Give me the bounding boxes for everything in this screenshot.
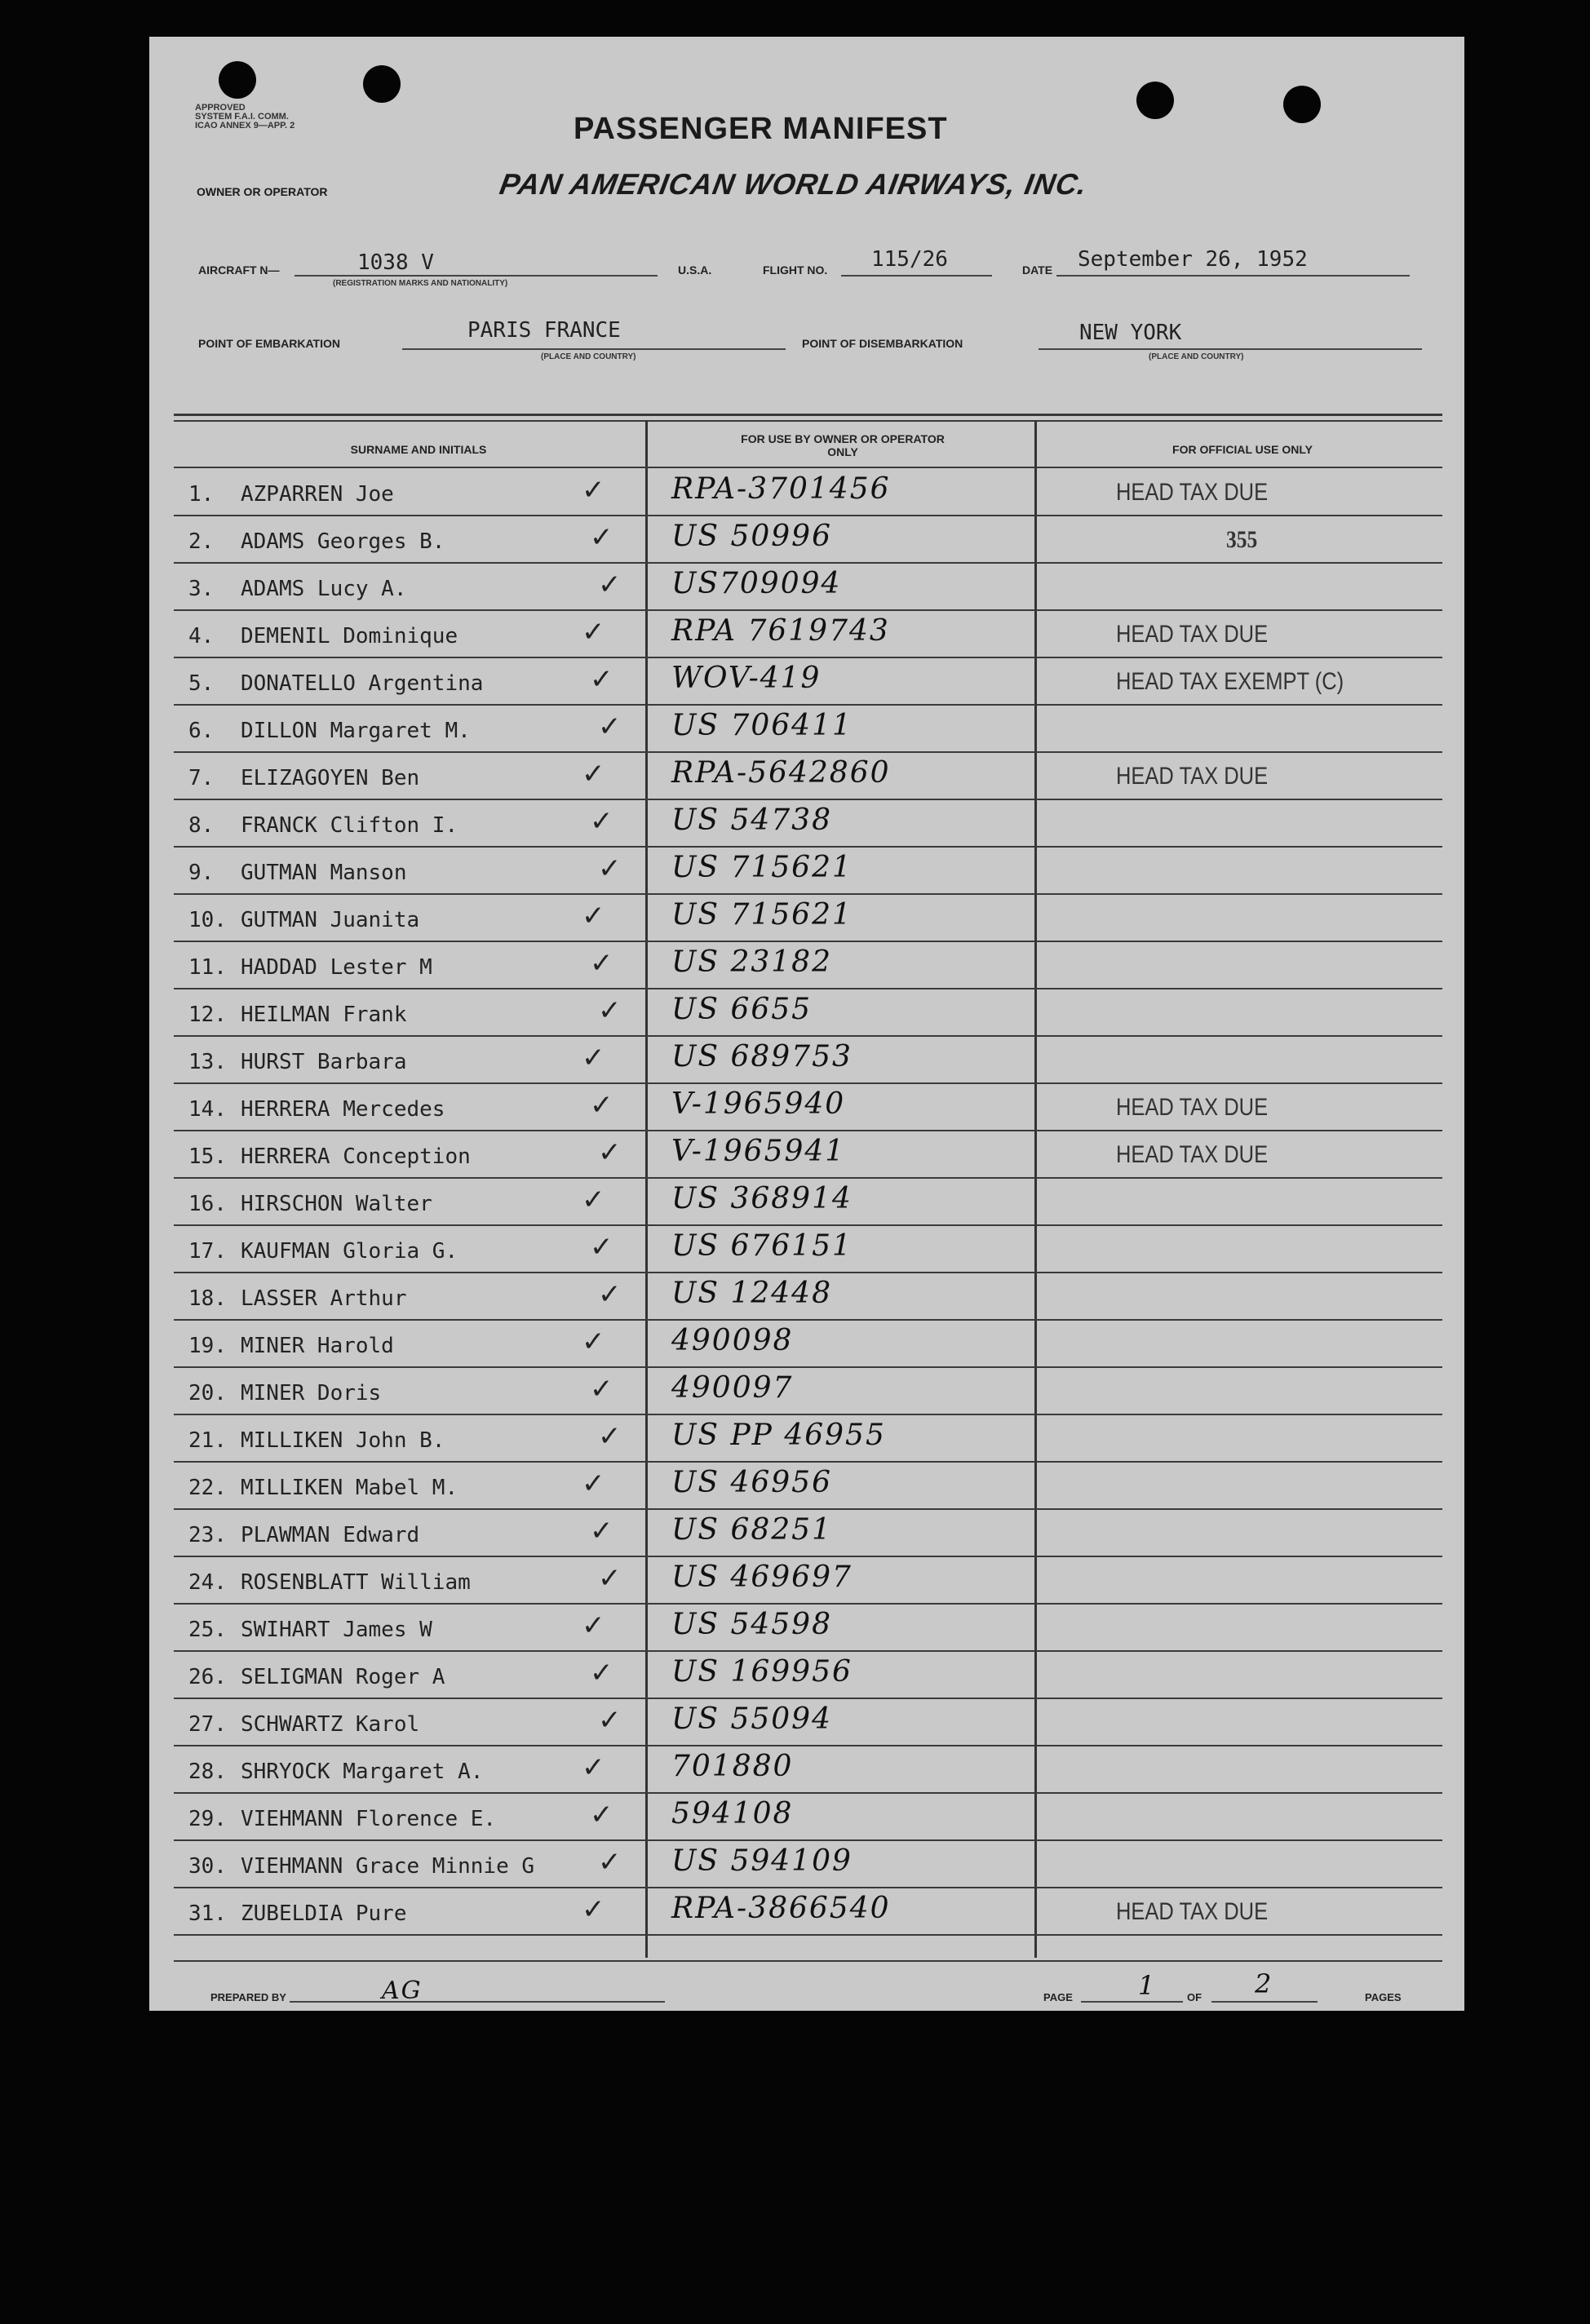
flight-value: 115/26 [871,247,948,272]
passenger-name: SCHWARTZ Karol [241,1712,420,1737]
passport-number: US 68251 [671,1513,832,1547]
checkmark-icon: ✓ [598,1420,622,1453]
passenger-number: 9. [188,861,215,885]
passport-number: US 368914 [671,1182,853,1215]
page-line [1081,2001,1183,2003]
row-rule [174,1603,1442,1605]
passenger-number: 1. [188,482,215,507]
passport-number: US 594109 [671,1844,853,1878]
checkmark-icon: ✓ [582,1326,605,1358]
row-rule [174,988,1442,989]
page-number: 1 [1138,1970,1157,2001]
row-rule [174,1650,1442,1652]
checkmark-icon: ✓ [582,900,605,932]
row-rule [174,1272,1442,1273]
passport-number: RPA-5642860 [671,756,891,790]
passport-number: US 23182 [671,945,832,979]
page-total: 2 [1255,1968,1273,1999]
checkmark-icon: ✓ [582,758,605,790]
passenger-name: PLAWMAN Edward [241,1523,420,1547]
passenger-number: 13. [188,1050,227,1074]
flight-line [841,275,992,277]
passenger-name: HIRSCHON Walter [241,1192,432,1216]
passport-number: US 715621 [671,851,853,884]
table-bottom-rule [174,1960,1442,1962]
usa-label: U.S.A. [678,263,712,277]
passenger-name: DILLON Margaret M. [241,719,471,743]
aircraft-value: 1038 V [357,250,434,275]
checkmark-icon: ✓ [590,947,613,980]
checkmark-icon: ✓ [582,1184,605,1216]
checkmark-icon: ✓ [598,569,622,601]
checkmark-icon: ✓ [582,1893,605,1926]
passport-number: US 706411 [671,709,853,742]
owner-value: PAN AMERICAN WORLD AIRWAYS, INC. [497,167,1091,201]
flight-label: FLIGHT NO. [763,263,828,277]
passenger-number: 16. [188,1192,227,1216]
row-rule [174,1698,1442,1699]
passenger-name: LASSER Arthur [241,1286,407,1311]
passenger-name: SHRYOCK Margaret A. [241,1760,484,1784]
embark-sub: (PLACE AND COUNTRY) [541,352,636,361]
passport-number: RPA 7619743 [671,614,890,648]
passport-number: US 50996 [671,520,832,553]
prepared-line [290,2001,665,2003]
embark-line [402,348,786,350]
passenger-number: 15. [188,1144,227,1169]
checkmark-icon: ✓ [582,1467,605,1500]
checkmark-icon: ✓ [590,521,613,554]
passport-number: V-1965941 [671,1135,846,1168]
passport-number: US 54738 [671,803,832,837]
column-divider [1034,420,1037,1958]
disembark-label: POINT OF DISEMBARKATION [802,337,963,350]
passenger-name: KAUFMAN Gloria G. [241,1239,458,1264]
official-note: HEAD TAX DUE [1116,763,1269,790]
passenger-number: 2. [188,529,215,554]
passport-number: US 6655 [671,993,813,1026]
checkmark-icon: ✓ [590,1657,613,1689]
official-note: HEAD TAX DUE [1116,1094,1269,1121]
aircraft-line [295,275,658,277]
disembark-value: NEW YORK [1079,321,1182,345]
punch-hole [363,65,401,103]
row-rule [174,1177,1442,1179]
row-rule [174,609,1442,611]
passenger-number: 30. [188,1854,227,1879]
row-rule [174,1319,1442,1321]
passenger-name: HERRERA Conception [241,1144,471,1169]
row-rule [174,1414,1442,1415]
row-rule [174,1461,1442,1463]
row-rule [174,704,1442,706]
passenger-name: AZPARREN Joe [241,482,394,507]
prepared-label: PREPARED BY [210,1991,286,2003]
row-rule [174,515,1442,516]
passenger-number: 24. [188,1570,227,1595]
page-label: PAGE [1043,1991,1073,2003]
row-rule [174,1556,1442,1557]
date-line [1056,275,1410,277]
official-note: HEAD TAX DUE [1116,1898,1269,1925]
passenger-number: 27. [188,1712,227,1737]
passenger-number: 19. [188,1334,227,1358]
passenger-number: 29. [188,1807,227,1831]
col-header-official: FOR OFFICIAL USE ONLY [1172,443,1313,456]
passport-number: US 46956 [671,1466,832,1499]
passport-number: US709094 [671,567,842,600]
passenger-name: VIEHMANN Florence E. [241,1807,497,1831]
checkmark-icon: ✓ [590,1515,613,1547]
passport-number: WOV-419 [671,662,822,695]
passport-number: US 169956 [671,1655,853,1689]
passenger-number: 10. [188,908,227,932]
header-rule [174,467,1442,468]
approval-note: APPROVED SYSTEM F.A.I. COMM. ICAO ANNEX 9—APP. 2 [195,103,295,131]
passenger-number: 5. [188,671,215,696]
checkmark-icon: ✓ [598,1846,622,1879]
table-top-rule [174,414,1442,416]
checkmark-icon: ✓ [598,710,622,743]
checkmark-icon: ✓ [590,1231,613,1264]
official-note: 355 [1226,526,1258,553]
row-rule [174,1130,1442,1131]
page-title: PASSENGER MANIFEST [574,112,948,146]
passenger-number: 11. [188,955,227,980]
row-rule [174,1745,1442,1746]
manifest-sheet [149,37,1464,2011]
passenger-name: GUTMAN Juanita [241,908,420,932]
checkmark-icon: ✓ [590,1089,613,1122]
passenger-name: DEMENIL Dominique [241,624,458,649]
passenger-number: 31. [188,1901,227,1926]
aircraft-sub: (REGISTRATION MARKS AND NATIONALITY) [333,279,508,288]
checkmark-icon: ✓ [582,616,605,649]
passenger-name: DONATELLO Argentina [241,671,484,696]
passport-number: V-1965940 [671,1087,846,1121]
passenger-number: 6. [188,719,215,743]
passenger-number: 3. [188,577,215,601]
row-rule [174,657,1442,658]
passport-number: US 676151 [671,1229,853,1263]
checkmark-icon: ✓ [590,1799,613,1831]
passport-number: US PP 46955 [671,1419,886,1452]
row-rule [174,1035,1442,1037]
passport-number: US 55094 [671,1702,832,1736]
passport-number: 701880 [671,1750,794,1783]
date-value: September 26, 1952 [1078,247,1308,272]
checkmark-icon: ✓ [590,805,613,838]
checkmark-icon: ✓ [598,1704,622,1737]
passport-number: RPA-3701456 [671,472,891,506]
row-rule [174,562,1442,564]
passport-number: 490098 [671,1324,794,1357]
passport-number: US 715621 [671,898,853,932]
row-rule [174,1224,1442,1226]
official-note: HEAD TAX DUE [1116,1141,1269,1168]
passenger-name: VIEHMANN Grace Minnie G [241,1854,535,1879]
passenger-name: ADAMS Lucy A. [241,577,407,601]
prepared-signature: AG [382,1977,423,2005]
embark-label: POINT OF EMBARKATION [198,337,340,350]
row-rule [174,751,1442,753]
aircraft-label: AIRCRAFT N— [198,263,280,277]
passenger-name: MILLIKEN Mabel M. [241,1476,458,1500]
passport-number: US 54598 [671,1608,832,1641]
row-rule [174,1792,1442,1794]
passenger-name: MILLIKEN John B. [241,1428,445,1453]
checkmark-icon: ✓ [590,1373,613,1405]
passenger-name: SELIGMAN Roger A [241,1665,445,1689]
passenger-number: 26. [188,1665,227,1689]
passenger-name: MINER Doris [241,1381,382,1405]
passport-number: US 689753 [671,1040,853,1073]
checkmark-icon: ✓ [598,994,622,1027]
row-rule [174,846,1442,848]
row-rule [174,1839,1442,1841]
checkmark-icon: ✓ [582,1042,605,1074]
punch-hole [1136,82,1174,119]
checkmark-icon: ✓ [598,1562,622,1595]
passenger-number: 7. [188,766,215,790]
row-rule [174,1887,1442,1888]
of-label: OF [1187,1991,1202,2003]
column-divider [645,420,648,1958]
row-rule [174,1934,1442,1936]
checkmark-icon: ✓ [598,1278,622,1311]
passenger-name: HURST Barbara [241,1050,407,1074]
passenger-name: ROSENBLATT William [241,1570,471,1595]
checkmark-icon: ✓ [582,474,605,507]
passenger-number: 20. [188,1381,227,1405]
passenger-number: 18. [188,1286,227,1311]
row-rule [174,1082,1442,1084]
passenger-name: SWIHART James W [241,1618,432,1642]
table-top-rule [174,420,1442,422]
official-note: HEAD TAX EXEMPT (C) [1116,668,1344,695]
passport-number: 490097 [671,1371,794,1405]
row-rule [174,1508,1442,1510]
date-label: DATE [1022,263,1053,277]
col-header-name: SURNAME AND INITIALS [350,443,487,456]
passenger-number: 23. [188,1523,227,1547]
checkmark-icon: ✓ [598,1136,622,1169]
passenger-number: 28. [188,1760,227,1784]
passenger-number: 8. [188,813,215,838]
passenger-name: HADDAD Lester M [241,955,432,980]
pages-label: PAGES [1365,1991,1402,2003]
checkmark-icon: ✓ [598,852,622,885]
checkmark-icon: ✓ [582,1609,605,1642]
official-note: HEAD TAX DUE [1116,479,1269,506]
pages-line [1211,2001,1318,2003]
passenger-number: 12. [188,1003,227,1027]
passenger-name: HERRERA Mercedes [241,1097,445,1122]
passenger-number: 22. [188,1476,227,1500]
checkmark-icon: ✓ [590,663,613,696]
checkmark-icon: ✓ [582,1751,605,1784]
row-rule [174,941,1442,942]
passport-number: US 469697 [671,1560,853,1594]
passenger-name: FRANCK Clifton I. [241,813,458,838]
passenger-name: ELIZAGOYEN Ben [241,766,420,790]
passenger-number: 14. [188,1097,227,1122]
passenger-name: HEILMAN Frank [241,1003,407,1027]
official-note: HEAD TAX DUE [1116,621,1269,648]
embark-value: PARIS FRANCE [467,318,621,343]
passport-number: US 12448 [671,1277,832,1310]
disembark-line [1039,348,1422,350]
passenger-name: ZUBELDIA Pure [241,1901,407,1926]
passenger-number: 4. [188,624,215,649]
punch-hole [219,61,256,99]
passenger-name: ADAMS Georges B. [241,529,445,554]
row-rule [174,893,1442,895]
passenger-name: MINER Harold [241,1334,394,1358]
passport-number: 594108 [671,1797,794,1830]
disembark-sub: (PLACE AND COUNTRY) [1149,352,1244,361]
passport-number: RPA-3866540 [671,1892,891,1925]
owner-label: OWNER OR OPERATOR [197,185,328,198]
passenger-number: 17. [188,1239,227,1264]
passenger-name: GUTMAN Manson [241,861,407,885]
row-rule [174,1366,1442,1368]
passenger-number: 21. [188,1428,227,1453]
passenger-number: 25. [188,1618,227,1642]
col-header-operator: FOR USE BY OWNER OR OPERATOR ONLY [741,432,945,458]
punch-hole [1283,86,1321,123]
row-rule [174,799,1442,800]
